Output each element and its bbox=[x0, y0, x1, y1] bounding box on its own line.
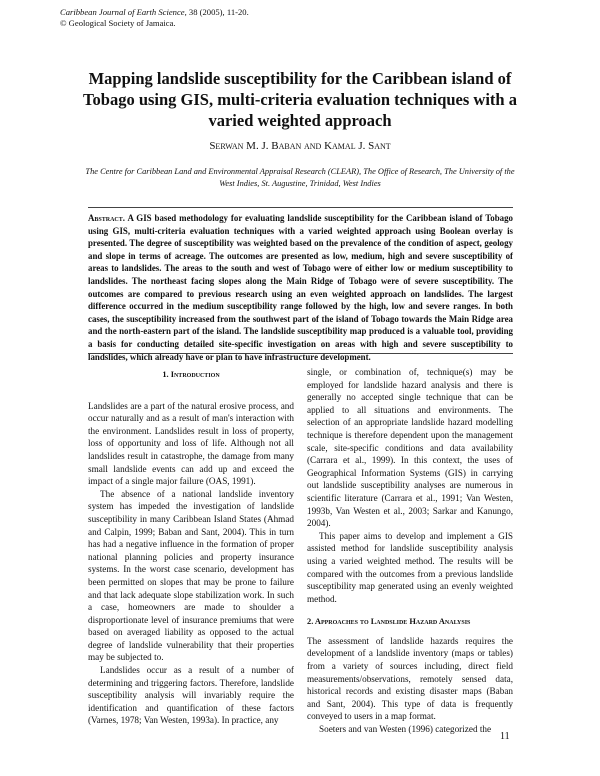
paragraph: This paper aims to develop and implement a GIS assisted method for landslide susceptibility analysis using a varied weighted method. The results will be compared with the outcomes from a previous landslide susceptibility map generated using an evenly weighted method. bbox=[307, 530, 513, 604]
paragraph: The assessment of landslide hazards requires the development of a landslide inventory (maps or tables) from a variety of sources including, direct field measurements/observations, remotely sensed data, historical records and existing disaster maps (Baban and Sant, 2004). This type of data is frequently conveyed to users in a map format. bbox=[307, 635, 513, 722]
page-number: 11 bbox=[500, 731, 510, 742]
section-heading-approaches: 2. Approaches to Landslide Hazard Analysis bbox=[307, 617, 471, 627]
running-header bbox=[60, 7, 249, 29]
abstract-top-rule bbox=[88, 207, 513, 208]
paragraph: single, or combination of, technique(s) may be employed for landslide hazard analysis and there is generally no accepted single technique that can be applied to all situations and environments. The selection of an appropriate landslide hazard modelling technique is therefore dependent upon the management scale, site-specific conditions and data availability (Carrara et al., 1999). In this context, the uses of Geographical Information Systems (GIS) in carrying out landslide susceptibility analyses are numerous in scientific literature (Carrara et al., 1991; Van Westen, 1993b, Van Westen et al., 2003; Sarkar and Kanungo, 2004). bbox=[307, 367, 513, 529]
paper-title: Mapping landslide susceptibility for the Caribbean island of Tobago using GIS, multi-criteria evaluation techniques with a varied weighted approach bbox=[83, 69, 517, 130]
paragraph: The absence of a national landslide inventory system has impeded the investigation of landslide susceptibility in many Caribbean Island States (Ahmad and Calpin, 1999; Baban and Sant, 2004). This in turn has had a negative influence in the formation of proper national planning policies and property insurance systems. In the worst case scenario, development has been permitted on slopes that may be prone to failure and that lack adequate slope stabilization work. In such a case, homeowners are made to shoulder a disproportionate level of insurance premiums that were based on averaged liability as opposed to the actual degree of landslide vulnerability that their properties may be subjected to. bbox=[88, 488, 294, 663]
volume-info: , 38 (2005), 11-20. bbox=[184, 7, 249, 17]
abstract-label: Abstract. bbox=[88, 213, 125, 223]
abstract-bottom-rule bbox=[88, 353, 513, 354]
abstract bbox=[88, 212, 513, 363]
journal-citation bbox=[60, 7, 249, 18]
abstract-text: A GIS based methodology for evaluating landslide susceptibility for the Caribbean island of Tobago using GIS, multi-criteria evaluation techniques with a varied weighted approach using Boolean overlay is presented. The degree of susceptibility was weighted based on the prevalence of the condition of aspect, geology and slope in terms of acreage. The outcomes are presented as low, medium, high and severe susceptibility of areas to landslides. The areas to the south and west of Tobago were of either low or medium susceptibility to landslides. The northeast facing slopes along the Main Ridge of Tobago were of severe susceptibility. The outcomes are compared to previous research using an even weighted approach on landslides. The largest difference occurred in the medium susceptibility range followed by the high, low and severe ranges. In both cases, the susceptibility increased from the southwest part of the island of Tobago towards the Main Ridge area and the north-eastern part of the island. The landslide susceptibility map produced is a valuable tool, providing a basis for conducting detailed site-specific investigation on areas with high and severe susceptibility to landslides, which already have or plan to have infrastructure development. bbox=[88, 213, 513, 362]
column-left bbox=[88, 369, 294, 727]
paragraph: Landslides occur as a result of a number of determining and triggering factors. Therefore, landslide susceptibility analysis will invariably require the identification and quantification of these factors (Varnes, 1978; Van Westen, 1993a). In practice, any bbox=[88, 665, 294, 726]
copyright: © Geological Society of Jamaica. bbox=[60, 18, 176, 28]
affiliation: The Centre for Caribbean Land and Environmental Appraisal Research (CLEAR), The Office of Research, The University of the West Indies, St. Augustine, Trinidad, West Indies bbox=[85, 167, 515, 188]
journal-name: Caribbean Journal of Earth Science bbox=[60, 7, 185, 17]
column-right bbox=[307, 366, 513, 736]
paragraph: Landslides are a part of the natural erosive process, and occur naturally and as a result of man's interaction with the environment. Landslides result in loss of property, loss of opportunity and loss of life. Although not all landslides result in catastrophe, the damage from many small landslide events can add up and exceed the impact of a single major failure (OAS, 1991). bbox=[88, 400, 294, 487]
paragraph: Soeters and van Westen (1996) categorized the bbox=[319, 724, 492, 735]
authors: Serwan M. J. Baban and Kamal J. Sant bbox=[209, 140, 391, 152]
section-heading-introduction: 1. Introduction bbox=[162, 370, 220, 379]
